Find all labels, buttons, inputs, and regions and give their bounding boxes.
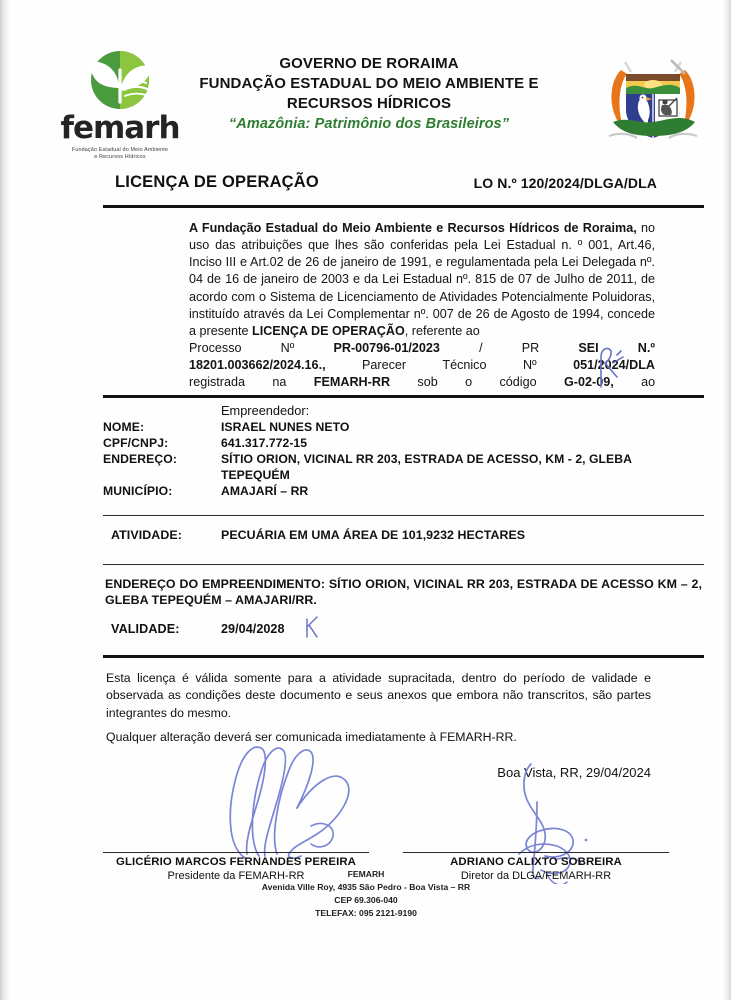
field-value-nome: ISRAEL NUNES NETO	[221, 420, 350, 435]
femarh-logo-subtitle-line1: Fundação Estadual do Meio Ambiente	[71, 147, 169, 153]
field-value-endereco: SÍTIO ORION, VICINAL RR 203, ESTRADA DE ACESSO, KM - 2, GLEBA	[221, 451, 632, 466]
footer-line-1: FEMARH	[347, 869, 385, 879]
field-label-endereco-cont	[103, 468, 221, 484]
preamble-license-label: LICENÇA DE OPERAÇÃO	[252, 323, 405, 338]
sob-label: sob	[417, 375, 438, 390]
field-row-atividade	[103, 516, 704, 542]
femarh-logo-subtitle-line2: e Recursos Hídricos	[94, 154, 146, 161]
signature-name-director: ADRIANO CALIXTO SOBREIRA	[450, 855, 622, 868]
ao-label: ao	[641, 375, 656, 390]
field-value-validade: 29/04/2028	[221, 621, 285, 636]
field-row-cpf-cnpj	[103, 436, 704, 452]
header-title-line3: RECURSOS HÍDRICOS	[286, 94, 452, 112]
field-row-validade	[103, 609, 704, 636]
processo-n: Nº	[280, 340, 295, 355]
field-row-endereco	[103, 452, 704, 468]
closing-paragraph-2: Qualquer alteração deverá ser comunicada imediatamente à FEMARH-RR.	[106, 730, 517, 745]
sei-value: 18201.003662/2024.16.,	[189, 358, 326, 372]
sei-line	[189, 357, 655, 374]
header-title-line2: FUNDAÇÃO ESTADUAL DO MEIO AMBIENTE E	[199, 74, 539, 92]
o-label: o	[465, 375, 473, 390]
document-footer	[9, 868, 723, 920]
field-value-atividade: PECUÁRIA EM UMA ÁREA DE 101,9232 HECTARES	[221, 527, 526, 542]
femarh-wordmark: femarh	[60, 110, 180, 146]
sei-n: N.º	[637, 340, 655, 355]
field-label-atividade: ATIVIDADE:	[111, 527, 182, 542]
parecer-n: Nº	[522, 358, 537, 372]
divider-double-top	[103, 205, 704, 208]
header-titles	[159, 54, 579, 132]
sei-label: SEI	[578, 340, 599, 355]
closing-paragraph-1: Esta licença é válida somente para a atividade supracitada, dentro do período de validade e observada as condições deste documento e seus anexos que embora não transcritos, são partes integrantes do mesmo.	[106, 670, 651, 720]
signature-ink-president	[193, 738, 383, 863]
signature-role-director: Diretor da DLGA/FEMARH-RR	[460, 869, 612, 882]
femarh-logo-subtitle	[45, 147, 195, 162]
divider-double-closing	[103, 655, 704, 658]
na-label: na	[272, 375, 287, 390]
header-slogan: “Amazônia: Patrimônio dos Brasileiros”	[228, 116, 510, 133]
page-edge-shadow-left	[0, 0, 9, 1000]
processo-value: PR-00796-01/2023	[333, 340, 440, 355]
field-value-cpf-cnpj: 641.317.772-15	[221, 436, 308, 451]
document-header	[9, 48, 723, 163]
closing-text	[106, 670, 651, 747]
preamble-after-license: , referente ao	[404, 323, 480, 338]
footer-line-3: CEP 69.306-040	[334, 895, 398, 906]
document-number: LO N.º 120/2024/DLGA/DLA	[473, 175, 657, 191]
femarh-label: FEMARH-RR	[313, 375, 391, 390]
page-title: LICENÇA DE OPERAÇÃO	[115, 173, 319, 191]
parecer-label: Parecer	[362, 358, 407, 372]
codigo-label: código	[499, 375, 537, 390]
footer-line-2: Avenida Ville Roy, 4935 São Pedro - Boa Vista – RR	[261, 882, 471, 893]
place-and-date: Boa Vista, RR, 29/04/2024	[497, 764, 651, 780]
roraima-coat-of-arms-icon	[601, 48, 705, 152]
signature-name-president: GLICÉRIO MARCOS FERNANDES PEREIRA	[116, 855, 356, 868]
processo-line	[189, 340, 655, 357]
field-row-endereco-cont	[103, 468, 704, 484]
field-value-municipio: AMAJARÍ – RR	[221, 483, 309, 498]
pr-label: PR	[521, 340, 540, 355]
registrada-label: registrada	[189, 375, 246, 390]
registro-line	[189, 374, 655, 391]
signature-role-president: Presidente da FEMARH-RR	[167, 869, 305, 882]
field-label-endereco: ENDEREÇO:	[103, 451, 178, 466]
document-title-row	[103, 173, 705, 201]
preamble-lead: A Fundação Estadual do Meio Ambiente e Recursos Hídricos de Roraima,	[189, 221, 637, 235]
field-value-endereco-cont: TEPEQUÉM	[221, 467, 290, 482]
parecer-label2: Técnico	[442, 358, 487, 372]
codigo-value: G-02-09,	[564, 375, 614, 390]
atividade-section	[103, 516, 704, 564]
field-row-municipio	[103, 484, 704, 500]
field-label-cpf-cnpj: CPF/CNPJ:	[103, 436, 169, 451]
footer-line-4: TELEFAX: 095 2121-9190	[315, 908, 417, 919]
parecer-value: 051/2024/DLA	[573, 358, 656, 372]
empreendedor-section-label: Empreendedor:	[221, 403, 310, 419]
document-sheet	[9, 0, 723, 1000]
page-edge-shadow-right	[723, 0, 731, 1000]
field-label-nome: NOME:	[103, 420, 145, 435]
endereco-empreendimento-text: ENDEREÇO DO EMPREENDIMENTO: SÍTIO ORION, VICINAL RR 203, ESTRADA DE ACESSO KM – 2, GLEBA TEPEQUÉM – AMAJARI/RR.	[105, 576, 702, 608]
empreendedor-section	[103, 398, 704, 514]
endereco-empreendimento-section	[103, 565, 704, 651]
license-preamble	[189, 220, 655, 391]
processo-label: Processo	[189, 340, 242, 355]
preamble-rest: no uso das atribuições que lhes são conferidas pela Lei Estadual n. º 001, Art.46, Inciso III e Art.02 de 26 de janeiro de 1991, e regulamentada pela Lei Delegada nº. 04 de 16 de janeiro de 2003 e da Lei Estadual nº. 815 de 07 de Julho de 2011, de acordo com o Sistema de Licenciamento de Atividades Potencialmente Poluidoras, instituído através da Lei Complementar nº. 007 de 26 de Agosto de 1994, concede a presente	[189, 221, 655, 338]
field-label-validade: VALIDADE:	[111, 621, 180, 636]
header-title-line1: GOVERNO DE RORAIMA	[279, 55, 459, 72]
processo-slash: /	[479, 340, 483, 355]
field-label-municipio: MUNICÍPIO:	[103, 483, 173, 498]
field-row-nome	[103, 420, 704, 436]
